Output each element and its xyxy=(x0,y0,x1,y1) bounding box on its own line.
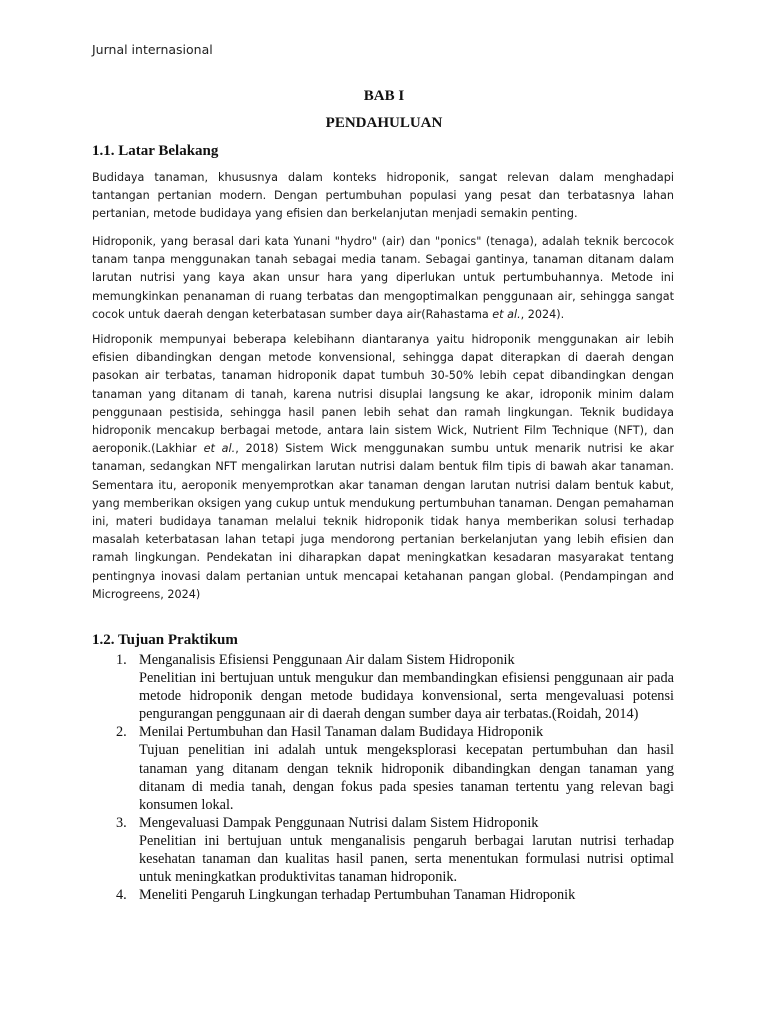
paragraph-2-end: , 2024). xyxy=(520,307,565,321)
list-item-description: Tujuan penelitian ini adalah untuk mengeksplorasi kecepatan pertumbuhan dan hasil tanaman yang ditanam dengan teknik hidroponik dibandingkan dengan tanaman yang ditanam di media tanah, dengan fokus pada spesies tanaman tertentu yang relevan bagi konsumen lokal. xyxy=(139,742,674,813)
list-item xyxy=(92,814,674,886)
section-heading-latar-belakang: 1.1. Latar Belakang xyxy=(92,143,219,159)
list-item-description: Penelitian ini bertujuan untuk menganalisis pengaruh berbagai larutan nutrisi terhadap kesehatan tanaman dan kualitas hasil panen, serta menentukan formulasi nutrisi optimal untuk meningkatkan produktivitas tanaman hidroponik. xyxy=(139,832,674,886)
paragraph-1 xyxy=(92,169,674,224)
list-item xyxy=(92,651,674,723)
list-item-number: 3. xyxy=(116,814,127,831)
paragraph-3-text: Hidroponik mempunyai beberapa kelebihann diantaranya yaitu hidroponik menggunakan air lebih efisien dibandingkan dengan metode konvensional, sehingga dapat diterapkan di daerah dengan pasokan air terbatas, tanaman hidroponik dapat tumbuh 30-50% lebih cepat dibandingkan dengan tanaman yang ditanam di tanah, karena nutrisi disuplai langsung ke akar, idroponik minim dalam penggunaan pestisida, sehingga hasil panen lebih sehat dan ramah lingkungan. Teknik budidaya hidroponik mencakup berbagai metode, antara lain sistem Wick, Nutrient Film Technique (NFT), dan aeroponik.(Lakhiar xyxy=(92,333,674,456)
chapter-title: PENDAHULUAN xyxy=(325,115,443,131)
list-item-title: Mengevaluasi Dampak Penggunaan Nutrisi dalam Sistem Hidroponik xyxy=(139,814,539,831)
list-item xyxy=(92,723,674,813)
paragraph-3-end: , 2018) Sistem Wick menggunakan sumbu untuk menarik nutrisi ke akar tanaman, sedangkan NFT mengalirkan larutan nutrisi dalam bentuk film tipis di bawah akar tanaman. Sementara itu, aeroponik menyemprotkan akar tanaman dengan larutan nutrisi dalam bentuk kabut, yang memberikan oksigen yang cukup untuk mendukung pertumbuhan tanaman. Dengan pemahaman ini, materi budidaya tanaman melalui teknik hidroponik tidak hanya memberikan solusi terhadap masalah keterbatasan lahan tetapi juga mendorong pertanian berkelanjutan yang lebih efisien dan ramah lingkungan. Pendekatan ini diharapkan dapat meningkatkan kesadaran masyarakat tentang pentingnya inovasi dalam pertanian untuk mencapai ketahanan pangan global. (Pendampingan and Microgreens, 2024) xyxy=(92,442,674,601)
paragraph-3 xyxy=(92,331,674,604)
list-item-number: 4. xyxy=(116,887,127,904)
list-item-number: 2. xyxy=(116,724,127,741)
list-item-description: Penelitian ini bertujuan untuk mengukur dan membandingkan efisiensi penggunaan air pada metode hidroponik dengan metode budidaya konvensional, serta mengevaluasi potensi pengurangan penggunaan air di daerah dengan sumber daya air terbatas.(Roidah, 2014) xyxy=(139,670,674,723)
list-item-title: Meneliti Pengaruh Lingkungan terhadap Pertumbuhan Tanaman Hidroponik xyxy=(139,887,576,904)
paragraph-2-text: Hidroponik, yang berasal dari kata Yunani "hydro" (air) dan "ponics" (tenaga), adalah teknik bercocok tanam tanpa menggunakan tanah sebagai media tanam. Sebagai gantinya, tanaman ditanam dalam larutan nutrisi yang kaya akan unsur hara yang diperlukan untuk pertumbuhannya. Metode ini memungkinkan penanaman di ruang terbatas dan mengoptimalkan penggunaan air, sehingga sangat cocok untuk daerah dengan keterbatasan sumber daya air(Rahastama xyxy=(92,235,674,321)
section-heading-tujuan-praktikum: 1.2. Tujuan Praktikum xyxy=(92,632,238,648)
journal-header: Jurnal internasional xyxy=(92,42,213,57)
objectives-list xyxy=(92,651,674,904)
chapter-label: BAB I xyxy=(363,88,405,104)
citation-italic: et al. xyxy=(492,307,521,321)
list-item xyxy=(92,886,674,904)
paragraph-2 xyxy=(92,233,674,324)
citation-italic: et al. xyxy=(203,442,236,456)
list-item-title: Menilai Pertumbuhan dan Hasil Tanaman dalam Budidaya Hidroponik xyxy=(139,724,544,741)
paragraph-1-text: Budidaya tanaman, khususnya dalam konteks hidroponik, sangat relevan dalam menghadapi tantangan pertanian modern. Dengan pertumbuhan populasi yang pesat dan terbatasnya lahan pertanian, metode budidaya yang efisien dan berkelanjutan menjadi semakin penting. xyxy=(92,171,674,221)
list-item-title: Menganalisis Efisiensi Penggunaan Air dalam Sistem Hidroponik xyxy=(139,652,515,668)
list-item-number: 1. xyxy=(116,652,127,668)
